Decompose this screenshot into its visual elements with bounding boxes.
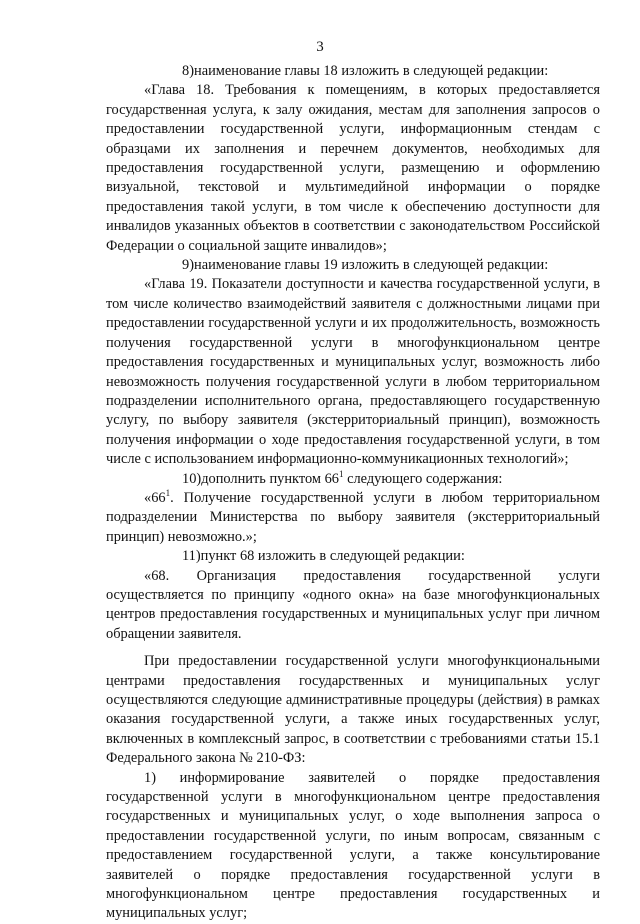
list-item-10 [106,470,600,489]
quote-point-66-1 [106,489,600,547]
item-text-after: следующего содержания: [343,470,503,487]
list-item-11 [106,547,600,566]
list-item-9 [106,256,600,275]
item-number: 11) [182,548,201,565]
quote-point-68: «68. Организация предоставления государственной услуги осуществляется по принципу «одного окна» на базе многофункциональных центров предоставления государственных и муниципальных услуг при личном обращении заявителя. [106,567,600,642]
paragraph-gap [106,644,600,652]
item-text: наименование главы 18 изложить в следующей редакции: [194,63,549,79]
quote-chapter-19: «Глава 19. Показатели доступности и качества государственной услуги, в том числе количество взаимодействий заявителя с должностными лицами при предоставлении государственной услуги и их продолжительность, возможность получения государственной услуги в многофункциональном центре предоставления государственных и муниципальных услуг, возможность либо невозможность получения государственной услуги в любом территориальном подразделении исполнительного органа, предоставляющего государственную услугу, по выбору заявителя (экстерриториальный принцип), возможность получения информации о ходе предоставления государственной услуги, в том числе с использованием информационно-коммуникационных технологий»; [106,276,600,468]
item-number: 8) [182,63,194,79]
superscript: 1 [165,488,171,499]
page-number: 3 [316,39,324,55]
list-item-8 [106,62,600,81]
item-text: пункт 68 изложить в следующей редакции: [200,548,465,565]
item-number: 10) [182,470,202,487]
item-text: наименование главы 19 изложить в следующей редакции: [194,257,549,274]
document-body [106,62,600,924]
mfc-item-1: 1) информирование заявителей о порядке предоставления государственной услуги в многофункциональном центре предоставления государственных и муниципальных услуг, о ходе выполнения запроса о предоставлении государственной услуги, по иным вопросам, связанным с предоставлением государственной услуги, а также консультирование заявителей о порядке предоставления государственной услуги в многофункциональном центре предоставления государственных и муниципальных услуг; [106,769,600,922]
superscript: 1 [338,468,344,479]
point-prefix: «66 [144,489,166,506]
mfc-intro-paragraph: При предоставлении государственной услуги многофункциональными центрами предоставления государственных и муниципальных услуг осуществляются следующие административные процедуры (действия) в рамках оказания государственной услуги, а также иных государственных услуг, включенных в комплексный запрос, в соответствии с требованиями статьи 15.1 Федерального закона № 210-ФЗ: [106,653,600,767]
point-text: . Получение государственной услуги в любом территориальном подразделении Министерства по выбору заявителя (экстерриториальный принцип) невозможно.»; [106,489,600,545]
quote-chapter-18: «Глава 18. Требования к помещениям, в которых предоставляется государственная услуга, к залу ожидания, местам для заполнения запросов о предоставлении государственной услуги, информационным стендам с образцами их заполнения и перечнем документов, необходимых для предоставления государственной услуги, размещению и оформлению визуальной, текстовой и мультимедийной информации о порядке предоставления такой услуги, в том числе к обеспечению доступности для инвалидов указанных объектов в соответствии с законодательством Российской Федерации о социальной защите инвалидов»; [106,82,600,254]
item-text-before: дополнить пунктом 66 [201,470,339,487]
item-number: 9) [182,257,194,274]
